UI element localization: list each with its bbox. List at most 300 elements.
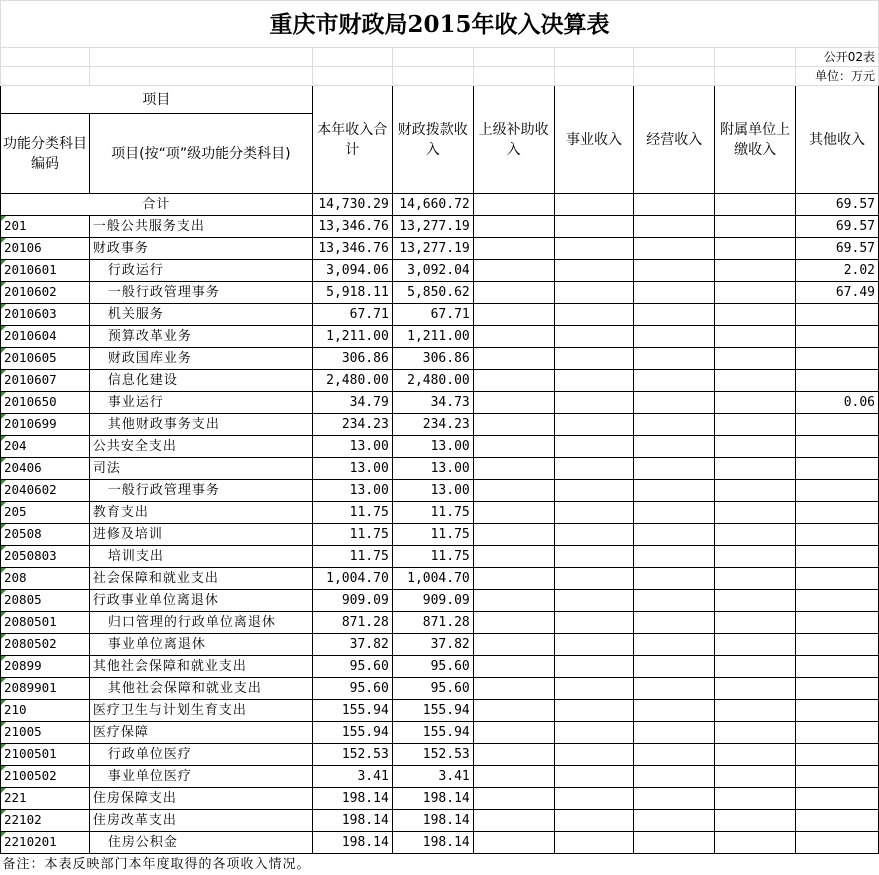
row-name[interactable]: 进修及培训 xyxy=(89,524,312,546)
row-value[interactable] xyxy=(473,678,554,700)
row-value[interactable] xyxy=(473,480,554,502)
row-value[interactable]: 13.00 xyxy=(312,458,392,480)
row-code[interactable]: 20406 xyxy=(1,458,90,480)
row-value[interactable] xyxy=(634,348,715,370)
row-value[interactable] xyxy=(554,480,634,502)
row-value[interactable] xyxy=(554,304,634,326)
row-value[interactable]: 909.09 xyxy=(312,590,392,612)
row-value[interactable]: 871.28 xyxy=(312,612,392,634)
table-row xyxy=(1,216,879,238)
row-value[interactable] xyxy=(796,612,879,634)
row-value[interactable]: 909.09 xyxy=(392,590,473,612)
row-value[interactable] xyxy=(634,810,715,832)
row-value[interactable] xyxy=(634,546,715,568)
row-value[interactable] xyxy=(796,634,879,656)
row-value[interactable] xyxy=(715,348,796,370)
row-value[interactable]: 34.73 xyxy=(392,392,473,414)
table-row xyxy=(1,260,879,282)
row-value[interactable] xyxy=(796,370,879,392)
row-value[interactable] xyxy=(554,238,634,260)
row-name[interactable]: 医疗卫生与计划生育支出 xyxy=(89,700,312,722)
row-value[interactable] xyxy=(634,788,715,810)
row-value[interactable] xyxy=(473,590,554,612)
row-code[interactable]: 20508 xyxy=(1,524,90,546)
row-value[interactable]: 198.14 xyxy=(392,810,473,832)
row-value[interactable]: 2,480.00 xyxy=(312,370,392,392)
row-name[interactable]: 其他社会保障和就业支出 xyxy=(89,678,312,700)
row-value[interactable] xyxy=(796,766,879,788)
row-value[interactable] xyxy=(473,546,554,568)
row-value[interactable] xyxy=(473,656,554,678)
row-value[interactable]: 1,211.00 xyxy=(312,326,392,348)
table-row xyxy=(1,304,879,326)
row-value[interactable] xyxy=(473,766,554,788)
row-value[interactable] xyxy=(634,590,715,612)
row-value[interactable]: 3,092.04 xyxy=(392,260,473,282)
row-value[interactable] xyxy=(715,502,796,524)
row-value[interactable] xyxy=(473,414,554,436)
row-value[interactable] xyxy=(473,810,554,832)
row-code[interactable]: 2010607 xyxy=(1,370,90,392)
row-value[interactable] xyxy=(554,832,634,854)
row-value[interactable] xyxy=(473,458,554,480)
row-value[interactable] xyxy=(715,238,796,260)
row-value[interactable]: 13.00 xyxy=(312,480,392,502)
row-value[interactable] xyxy=(473,524,554,546)
table-row xyxy=(1,524,879,546)
table-row xyxy=(1,238,879,260)
row-code[interactable]: 2010602 xyxy=(1,282,90,304)
row-value[interactable] xyxy=(796,656,879,678)
row-code[interactable]: 2010650 xyxy=(1,392,90,414)
row-value[interactable]: 37.82 xyxy=(312,634,392,656)
row-value[interactable]: 306.86 xyxy=(392,348,473,370)
row-name[interactable]: 社会保障和就业支出 xyxy=(89,568,312,590)
row-value[interactable]: 13.00 xyxy=(392,480,473,502)
row-value[interactable] xyxy=(634,392,715,414)
row-name[interactable]: 住房改革支出 xyxy=(89,810,312,832)
row-value[interactable]: 5,850.62 xyxy=(392,282,473,304)
page-title: 重庆市财政局2015年收入决算表 xyxy=(1,1,879,48)
row-value[interactable] xyxy=(796,590,879,612)
row-value[interactable] xyxy=(473,700,554,722)
row-name[interactable]: 一般公共服务支出 xyxy=(89,216,312,238)
row-value[interactable] xyxy=(473,568,554,590)
row-code[interactable]: 208 xyxy=(1,568,90,590)
col-header-subsidiary-remit: 附属单位上缴收入 xyxy=(715,86,796,194)
table-row xyxy=(1,722,879,744)
row-value[interactable]: 3.41 xyxy=(392,766,473,788)
row-value[interactable]: 69.57 xyxy=(796,238,879,260)
row-value[interactable] xyxy=(796,436,879,458)
row-value[interactable]: 11.75 xyxy=(312,524,392,546)
row-value[interactable] xyxy=(634,326,715,348)
col-header-superior-subsidy: 上级补助收入 xyxy=(473,86,554,194)
row-value[interactable] xyxy=(634,766,715,788)
row-value[interactable]: 37.82 xyxy=(392,634,473,656)
row-code[interactable]: 204 xyxy=(1,436,90,458)
row-name[interactable]: 预算改革业务 xyxy=(89,326,312,348)
row-value[interactable] xyxy=(796,414,879,436)
row-code[interactable]: 21005 xyxy=(1,722,90,744)
row-value[interactable] xyxy=(634,502,715,524)
row-value[interactable] xyxy=(715,788,796,810)
row-value[interactable] xyxy=(554,590,634,612)
row-name[interactable]: 信息化建设 xyxy=(89,370,312,392)
row-value[interactable]: 198.14 xyxy=(312,832,392,854)
row-value[interactable]: 95.60 xyxy=(312,656,392,678)
row-value[interactable]: 1,004.70 xyxy=(312,568,392,590)
row-value[interactable] xyxy=(473,634,554,656)
row-value[interactable] xyxy=(554,326,634,348)
row-value[interactable] xyxy=(796,788,879,810)
row-value[interactable]: 306.86 xyxy=(312,348,392,370)
total-value xyxy=(715,194,796,216)
row-value[interactable] xyxy=(796,348,879,370)
row-value[interactable] xyxy=(473,238,554,260)
row-value[interactable] xyxy=(715,458,796,480)
row-value[interactable] xyxy=(634,282,715,304)
row-code[interactable]: 2210201 xyxy=(1,832,90,854)
row-code[interactable]: 221 xyxy=(1,788,90,810)
row-value[interactable]: 67.71 xyxy=(392,304,473,326)
unit-label: 单位：万元 xyxy=(796,67,879,86)
row-code[interactable]: 2010604 xyxy=(1,326,90,348)
row-value[interactable] xyxy=(796,832,879,854)
table-row xyxy=(1,678,879,700)
row-name[interactable]: 司法 xyxy=(89,458,312,480)
total-value xyxy=(554,194,634,216)
total-label: 合计 xyxy=(1,194,313,216)
table-row xyxy=(1,436,879,458)
row-value[interactable]: 13.00 xyxy=(312,436,392,458)
row-name[interactable]: 一般行政管理事务 xyxy=(89,480,312,502)
row-value[interactable] xyxy=(715,414,796,436)
table-row xyxy=(1,590,879,612)
table-row xyxy=(1,348,879,370)
row-code[interactable]: 2040602 xyxy=(1,480,90,502)
row-value[interactable] xyxy=(554,612,634,634)
row-name[interactable]: 归口管理的行政单位离退休 xyxy=(89,612,312,634)
row-value[interactable] xyxy=(554,700,634,722)
row-value[interactable] xyxy=(715,370,796,392)
row-name[interactable]: 一般行政管理事务 xyxy=(89,282,312,304)
row-value[interactable]: 67.49 xyxy=(796,282,879,304)
row-value[interactable] xyxy=(473,612,554,634)
row-value[interactable] xyxy=(554,282,634,304)
row-value[interactable] xyxy=(634,260,715,282)
row-value[interactable] xyxy=(715,392,796,414)
row-value[interactable] xyxy=(634,612,715,634)
row-value[interactable]: 0.06 xyxy=(796,392,879,414)
row-name[interactable]: 行政事业单位离退休 xyxy=(89,590,312,612)
row-value[interactable] xyxy=(554,546,634,568)
row-value[interactable] xyxy=(634,436,715,458)
row-value[interactable]: 13,346.76 xyxy=(312,238,392,260)
row-code[interactable]: 2050803 xyxy=(1,546,90,568)
row-value[interactable]: 13,346.76 xyxy=(312,216,392,238)
row-value[interactable]: 5,918.11 xyxy=(312,282,392,304)
row-name[interactable]: 住房公积金 xyxy=(89,832,312,854)
row-name[interactable]: 事业运行 xyxy=(89,392,312,414)
row-value[interactable] xyxy=(473,722,554,744)
row-value[interactable] xyxy=(473,744,554,766)
row-value[interactable] xyxy=(634,744,715,766)
row-value[interactable] xyxy=(715,524,796,546)
row-value[interactable]: 152.53 xyxy=(312,744,392,766)
table-row xyxy=(1,612,879,634)
row-value[interactable] xyxy=(634,634,715,656)
row-value[interactable] xyxy=(715,678,796,700)
row-value[interactable] xyxy=(554,788,634,810)
row-value[interactable] xyxy=(554,348,634,370)
row-code[interactable]: 2100501 xyxy=(1,744,90,766)
row-value[interactable] xyxy=(796,480,879,502)
row-value[interactable]: 155.94 xyxy=(392,700,473,722)
row-value[interactable]: 871.28 xyxy=(392,612,473,634)
row-name[interactable]: 公共安全支出 xyxy=(89,436,312,458)
row-value[interactable]: 198.14 xyxy=(312,788,392,810)
row-value[interactable]: 152.53 xyxy=(392,744,473,766)
row-value[interactable] xyxy=(715,216,796,238)
row-value[interactable] xyxy=(634,524,715,546)
row-value[interactable] xyxy=(715,810,796,832)
row-value[interactable] xyxy=(634,370,715,392)
row-code[interactable]: 2010699 xyxy=(1,414,90,436)
row-value[interactable] xyxy=(796,502,879,524)
row-value[interactable]: 13.00 xyxy=(392,458,473,480)
row-value[interactable] xyxy=(715,436,796,458)
table-row xyxy=(1,568,879,590)
row-value[interactable] xyxy=(554,744,634,766)
row-name[interactable]: 其他财政事务支出 xyxy=(89,414,312,436)
row-value[interactable]: 155.94 xyxy=(392,722,473,744)
row-value[interactable] xyxy=(715,326,796,348)
row-name[interactable]: 培训支出 xyxy=(89,546,312,568)
row-value[interactable]: 11.75 xyxy=(312,502,392,524)
row-value[interactable] xyxy=(634,304,715,326)
row-name[interactable]: 其他社会保障和就业支出 xyxy=(89,656,312,678)
code-column-header: 功能分类科目编码 xyxy=(1,114,90,194)
row-name[interactable]: 财政国库业务 xyxy=(89,348,312,370)
row-value[interactable] xyxy=(715,304,796,326)
table-row xyxy=(1,700,879,722)
row-value[interactable]: 3,094.06 xyxy=(312,260,392,282)
total-row xyxy=(1,194,879,216)
total-value: 14,660.72 xyxy=(392,194,473,216)
row-value[interactable] xyxy=(554,414,634,436)
row-value[interactable] xyxy=(554,458,634,480)
row-value[interactable] xyxy=(554,502,634,524)
table-row xyxy=(1,656,879,678)
row-name[interactable]: 机关服务 xyxy=(89,304,312,326)
row-value[interactable]: 11.75 xyxy=(392,524,473,546)
row-value[interactable] xyxy=(715,634,796,656)
row-value[interactable] xyxy=(634,216,715,238)
row-value[interactable]: 13,277.19 xyxy=(392,238,473,260)
row-value[interactable] xyxy=(554,766,634,788)
row-value[interactable] xyxy=(796,678,879,700)
row-value[interactable]: 34.79 xyxy=(312,392,392,414)
table-row xyxy=(1,744,879,766)
row-value[interactable] xyxy=(634,568,715,590)
row-code[interactable]: 20805 xyxy=(1,590,90,612)
table-row xyxy=(1,282,879,304)
row-code[interactable]: 210 xyxy=(1,700,90,722)
row-name[interactable]: 事业单位离退休 xyxy=(89,634,312,656)
row-value[interactable] xyxy=(715,260,796,282)
row-value[interactable] xyxy=(634,458,715,480)
row-value[interactable]: 198.14 xyxy=(392,832,473,854)
row-value[interactable]: 11.75 xyxy=(392,546,473,568)
row-name[interactable]: 行政运行 xyxy=(89,260,312,282)
table-row xyxy=(1,480,879,502)
total-value: 69.57 xyxy=(796,194,879,216)
col-header-total: 本年收入合计 xyxy=(312,86,392,194)
row-value[interactable] xyxy=(634,238,715,260)
form-code: 公开02表 xyxy=(796,48,879,67)
row-value[interactable]: 2,480.00 xyxy=(392,370,473,392)
row-name[interactable]: 财政事务 xyxy=(89,238,312,260)
row-value[interactable] xyxy=(796,568,879,590)
table-row xyxy=(1,502,879,524)
row-value[interactable] xyxy=(715,546,796,568)
row-value[interactable]: 95.60 xyxy=(392,678,473,700)
row-value[interactable] xyxy=(554,634,634,656)
row-value[interactable] xyxy=(796,326,879,348)
row-value[interactable] xyxy=(554,656,634,678)
row-value[interactable]: 155.94 xyxy=(312,722,392,744)
row-value[interactable] xyxy=(473,326,554,348)
row-value[interactable]: 1,004.70 xyxy=(392,568,473,590)
row-value[interactable]: 67.71 xyxy=(312,304,392,326)
row-value[interactable] xyxy=(715,656,796,678)
table-row xyxy=(1,326,879,348)
row-value[interactable] xyxy=(554,370,634,392)
table-row xyxy=(1,458,879,480)
row-value[interactable] xyxy=(796,458,879,480)
row-value[interactable] xyxy=(715,722,796,744)
row-value[interactable] xyxy=(554,678,634,700)
row-value[interactable] xyxy=(634,656,715,678)
row-value[interactable] xyxy=(715,832,796,854)
row-code[interactable]: 2010605 xyxy=(1,348,90,370)
table-row xyxy=(1,546,879,568)
row-value[interactable] xyxy=(634,832,715,854)
row-value[interactable] xyxy=(554,568,634,590)
row-code[interactable]: 20106 xyxy=(1,238,90,260)
row-value[interactable] xyxy=(796,546,879,568)
row-value[interactable] xyxy=(634,700,715,722)
row-code[interactable]: 2010603 xyxy=(1,304,90,326)
row-value[interactable] xyxy=(634,480,715,502)
row-value[interactable]: 1,211.00 xyxy=(392,326,473,348)
row-value[interactable]: 95.60 xyxy=(392,656,473,678)
row-value[interactable] xyxy=(715,744,796,766)
row-name[interactable]: 医疗保障 xyxy=(89,722,312,744)
row-value[interactable] xyxy=(715,700,796,722)
row-value[interactable]: 13.00 xyxy=(392,436,473,458)
row-code[interactable]: 205 xyxy=(1,502,90,524)
row-code[interactable]: 2080501 xyxy=(1,612,90,634)
row-value[interactable] xyxy=(554,260,634,282)
row-value[interactable] xyxy=(715,590,796,612)
row-value[interactable] xyxy=(473,282,554,304)
row-value[interactable] xyxy=(634,722,715,744)
row-value[interactable] xyxy=(473,304,554,326)
col-header-other-income: 其他收入 xyxy=(796,86,879,194)
row-code[interactable]: 2010601 xyxy=(1,260,90,282)
row-value[interactable]: 95.60 xyxy=(312,678,392,700)
row-value[interactable] xyxy=(796,304,879,326)
row-value[interactable] xyxy=(715,568,796,590)
row-value[interactable] xyxy=(473,788,554,810)
row-value[interactable]: 198.14 xyxy=(312,810,392,832)
row-value[interactable] xyxy=(796,810,879,832)
row-value[interactable]: 155.94 xyxy=(312,700,392,722)
row-value[interactable] xyxy=(715,480,796,502)
row-value[interactable] xyxy=(554,524,634,546)
row-code[interactable]: 20899 xyxy=(1,656,90,678)
row-value[interactable]: 2.02 xyxy=(796,260,879,282)
row-code[interactable]: 2080502 xyxy=(1,634,90,656)
row-code[interactable]: 22102 xyxy=(1,810,90,832)
row-value[interactable] xyxy=(473,436,554,458)
row-name[interactable]: 事业单位医疗 xyxy=(89,766,312,788)
row-value[interactable] xyxy=(554,436,634,458)
row-value[interactable] xyxy=(473,370,554,392)
row-value[interactable] xyxy=(796,700,879,722)
row-code[interactable]: 2100502 xyxy=(1,766,90,788)
col-header-business-income: 事业收入 xyxy=(554,86,634,194)
row-value[interactable]: 198.14 xyxy=(392,788,473,810)
row-name[interactable]: 住房保障支出 xyxy=(89,788,312,810)
row-value[interactable]: 234.23 xyxy=(392,414,473,436)
row-value[interactable]: 69.57 xyxy=(796,216,879,238)
row-value[interactable] xyxy=(473,832,554,854)
table-row xyxy=(1,832,879,854)
row-name[interactable]: 行政单位医疗 xyxy=(89,744,312,766)
row-name[interactable]: 教育支出 xyxy=(89,502,312,524)
row-value[interactable]: 3.41 xyxy=(312,766,392,788)
row-value[interactable] xyxy=(715,612,796,634)
row-value[interactable]: 13,277.19 xyxy=(392,216,473,238)
row-value[interactable] xyxy=(554,722,634,744)
row-value[interactable] xyxy=(554,216,634,238)
row-value[interactable] xyxy=(796,722,879,744)
row-value[interactable] xyxy=(715,282,796,304)
row-value[interactable] xyxy=(634,678,715,700)
row-value[interactable] xyxy=(473,216,554,238)
row-value[interactable] xyxy=(473,502,554,524)
row-value[interactable] xyxy=(554,810,634,832)
row-value[interactable] xyxy=(634,414,715,436)
row-code[interactable]: 201 xyxy=(1,216,90,238)
row-value[interactable] xyxy=(796,744,879,766)
row-value[interactable] xyxy=(554,392,634,414)
row-value[interactable]: 234.23 xyxy=(312,414,392,436)
row-value[interactable]: 11.75 xyxy=(392,502,473,524)
row-value[interactable]: 11.75 xyxy=(312,546,392,568)
row-value[interactable] xyxy=(473,348,554,370)
total-value xyxy=(473,194,554,216)
footnote: 备注：本表反映部门本年度取得的各项收入情况。 xyxy=(2,856,311,872)
row-value[interactable] xyxy=(715,766,796,788)
row-value[interactable] xyxy=(473,260,554,282)
row-code[interactable]: 2089901 xyxy=(1,678,90,700)
row-value[interactable] xyxy=(473,392,554,414)
row-value[interactable] xyxy=(796,524,879,546)
